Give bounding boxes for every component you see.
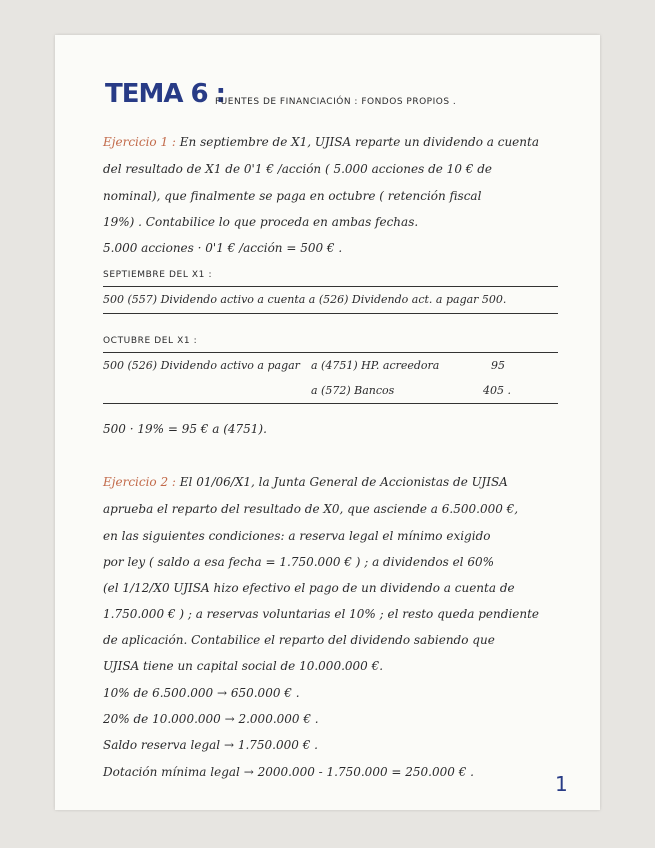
exercise-2-statement-line-3: en las siguientes condiciones: a reserva legal el mínimo exigido [103, 529, 491, 543]
exercise-1-label: Ejercicio 1 : [103, 135, 176, 149]
page-title: TEMA 6 : [105, 79, 226, 109]
exercise-1-statement-line-4: 19%) . Contabilice lo que proceda en ambas fechas. [103, 215, 419, 229]
exercise-1-statement-line-2: del resultado de X1 de 0'1 € /acción ( 5.000 acciones de 10 € de [103, 162, 492, 176]
october-entry-amount-2: 405 . [483, 384, 511, 397]
exercise-1-statement-line-1: Ejercicio 1 : En septiembre de X1, UJISA reparte un dividendo a cuenta [103, 135, 539, 149]
exercise-2-statement-line-7: de aplicación. Contabilice el reparto del dividendo sabiendo que [103, 633, 495, 647]
exercise-2-statement-line-2: aprueba el reparto del resultado de X0, que asciende a 6.500.000 €, [103, 502, 519, 516]
exercise-2-label: Ejercicio 2 : [103, 475, 176, 489]
journal-rule [103, 313, 558, 314]
october-entry-debit: 500 (526) Dividendo activo a pagar [103, 359, 300, 372]
exercise-2-statement-line-5: (el 1/12/X0 UJISA hizo efectivo el pago de un dividendo a cuenta de [103, 581, 515, 595]
journal-rule [103, 286, 558, 287]
exercise-2-calc-2: 20% de 10.000.000 → 2.000.000 € . [103, 712, 319, 726]
journal-rule [103, 352, 558, 353]
september-heading: SEPTIEMBRE DEL X1 : [103, 270, 213, 280]
journal-rule [103, 403, 558, 404]
october-entry-credit-1: a (4751) HP. acreedora [311, 359, 440, 372]
exercise-2-calc-3: Saldo reserva legal → 1.750.000 € . [103, 738, 318, 752]
exercise-2-calc-1: 10% de 6.500.000 → 650.000 € . [103, 686, 300, 700]
withholding-note: 500 · 19% = 95 € a (4751). [103, 422, 267, 436]
september-journal-entry: 500 (557) Dividendo activo a cuenta a (526) Dividendo act. a pagar 500. [103, 293, 507, 306]
october-entry-credit-2: a (572) Bancos [311, 384, 395, 397]
page-number: 1 [555, 772, 568, 796]
exercise-2-statement-line-8: UJISA tiene un capital social de 10.000.000 €. [103, 659, 384, 673]
notebook-page [55, 35, 600, 810]
exercise-2-calc-4: Dotación mínima legal → 2000.000 - 1.750.000 = 250.000 € . [103, 765, 474, 779]
page-subtitle: FUENTES DE FINANCIACIÓN : FONDOS PROPIOS . [215, 97, 457, 107]
october-heading: OCTUBRE DEL X1 : [103, 336, 198, 346]
exercise-1-statement-line-3: nominal), que finalmente se paga en octubre ( retención fiscal [103, 189, 482, 203]
exercise-2-statement-line-4: por ley ( saldo a esa fecha = 1.750.000 € ) ; a dividendos el 60% [103, 555, 494, 569]
exercise-1-calculation: 5.000 acciones · 0'1 € /acción = 500 € . [103, 241, 343, 255]
exercise-2-statement-line-1: Ejercicio 2 : El 01/06/X1, la Junta General de Accionistas de UJISA [103, 475, 508, 489]
exercise-2-statement-line-6: 1.750.000 € ) ; a reservas voluntarias el 10% ; el resto queda pendiente [103, 607, 540, 621]
october-entry-amount-1: 95 [491, 359, 505, 372]
